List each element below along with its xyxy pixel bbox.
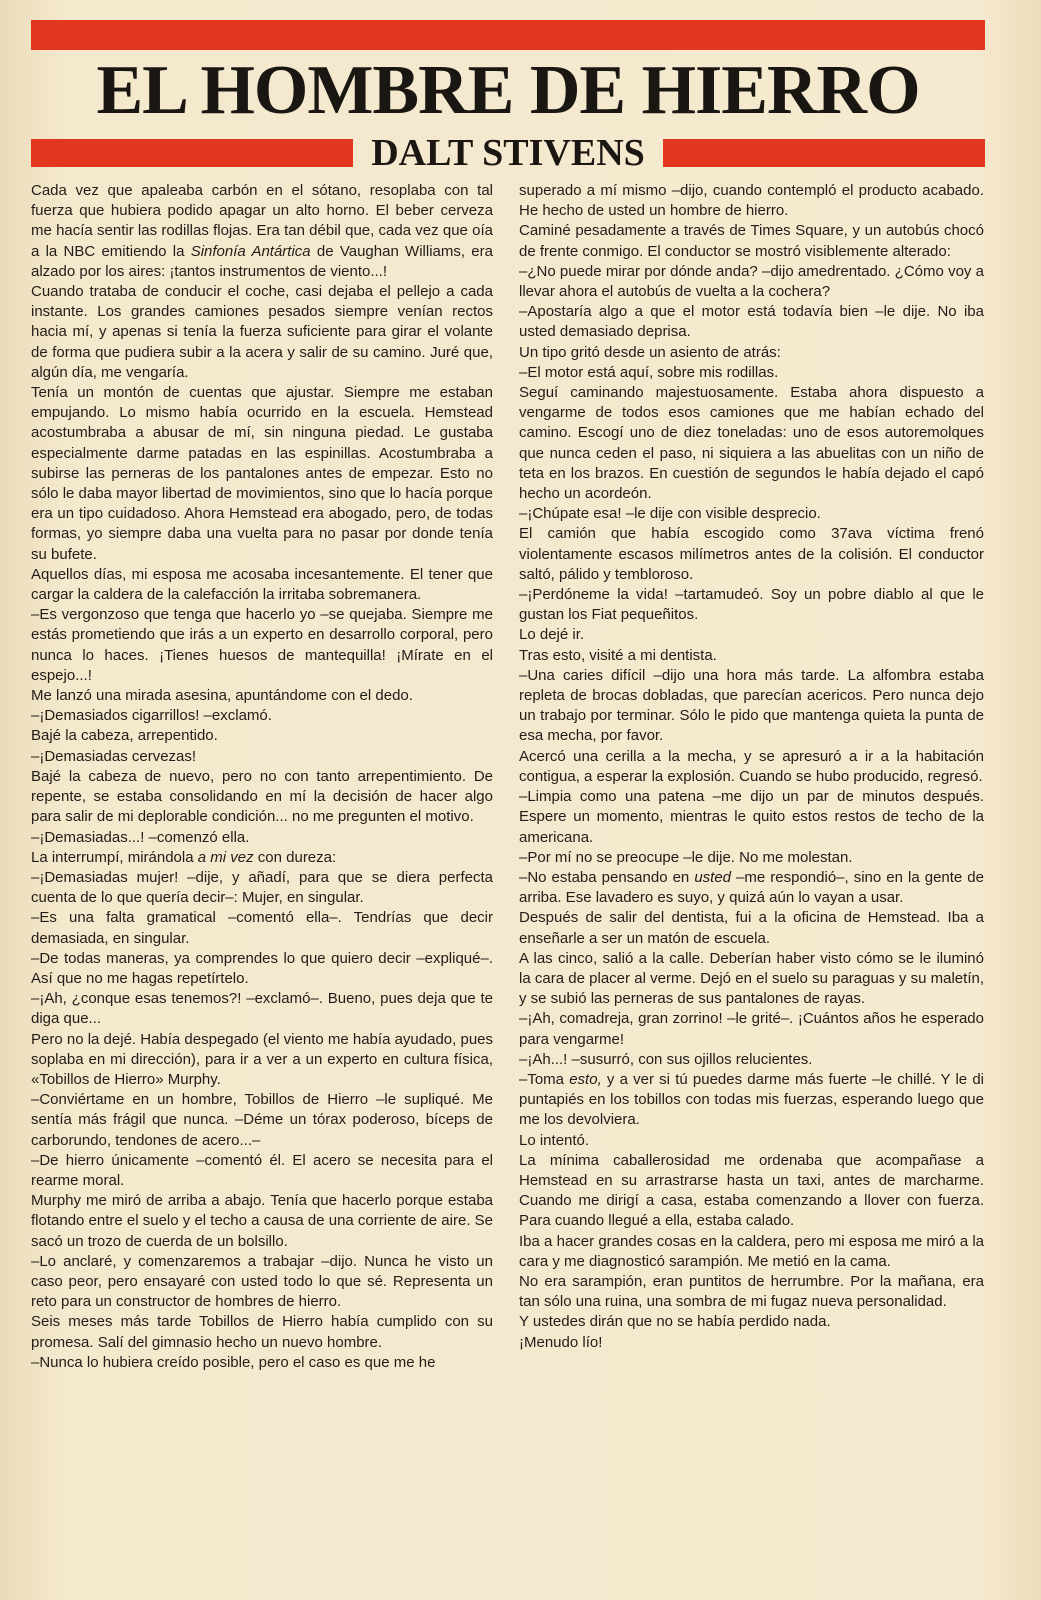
text-column-left — [31, 181, 493, 1461]
paragraph: Lo intentó. — [519, 1131, 590, 1149]
paragraph: –De hierro únicamente –comentó él. El acero se necesita para el rearme moral. — [31, 1151, 493, 1189]
paragraph: –¿No puede mirar por dónde anda? –dijo amedrentado. ¿Cómo voy a llevar ahora el autobús de vuelta a la cochera? — [519, 262, 984, 301]
paragraph: Caminé pesadamente a través de Times Square, y un autobús chocó de frente conmigo. El conductor se mostró visiblemente alterado: — [519, 222, 984, 260]
paragraph: Bajé la cabeza de nuevo, pero no con tanto arrepentimiento. De repente, se estaba consolidando en mí la decisión de hacer algo para salir de mi deplorable condición... no me pregunten el motivo. — [31, 767, 493, 826]
paragraph: No era sarampión, eran puntitos de herrumbre. Por la mañana, era tan sólo una ruina, una sombra de mi fugaz nueva personalidad. — [519, 1272, 984, 1311]
paragraph: Seguí caminando majestuosamente. Estaba ahora dispuesto a vengarme de todos esos camiones que me habían echado del camino. Escogí uno de diez toneladas: uno de esos autoremolques que nunca ceden el paso, ni siquiera a las abuelitas con un niño de teta en los brazos. En cuestión de segundos le había dejado el capó hecho un acordeón. — [519, 384, 984, 503]
paragraph: –¡Ah, ¿conque esas tenemos?! –exclamó–. Bueno, pues deja que te diga que... — [31, 990, 493, 1028]
top-accent-bar — [31, 20, 985, 50]
paragraph: –Es una falta gramatical –comentó ella–. Tendrías que decir demasiada, en singular. — [31, 909, 493, 947]
paragraph: Después de salir del dentista, fui a la oficina de Hemstead. Iba a enseñarle a ser un matón de escuela. — [519, 909, 984, 947]
paragraph: Seis meses más tarde Tobillos de Hierro había cumplido con su promesa. Salí del gimnasio hecho un nuevo hombre. — [31, 1313, 493, 1351]
paragraph: –Es vergonzoso que tenga que hacerlo yo –se quejaba. Siempre me estás prometiendo que irás a un experto en desarrollo corporal, pero nunca lo haces. ¡Tienes huesos de mantequilla! ¡Mírate en el espejo...! — [31, 606, 493, 684]
paragraph: Me lanzó una mirada asesina, apuntándome con el dedo. — [31, 687, 413, 705]
paragraph: Y ustedes dirán que no se había perdido nada. — [519, 1313, 831, 1331]
paragraph: –El motor está aquí, sobre mis rodillas. — [519, 363, 779, 381]
paragraph: –De todas maneras, ya comprendes lo que quiero decir –expliqué–. Así que no me hagas repetírtelo. — [31, 949, 493, 987]
paragraph: –No estaba pensando en usted –me respondió–, sino en la gente de arriba. Ese lavadero es suyo, y quizá aún lo vayan a usar. — [519, 868, 984, 907]
paragraph: Pero no la dejé. Había despegado (el viento me había ayudado, pues soplaba en mi dirección), para ir a ver a un experto en cultura física, «Tobillos de Hierro» Murphy. — [31, 1030, 493, 1088]
paragraph: Tras esto, visité a mi dentista. — [519, 646, 717, 664]
paragraph: Cuando trataba de conducir el coche, casi dejaba el pellejo a cada instante. Los grandes camiones pesados siempre venían rectos hacia mí, y apenas si tenía la fuerza suficiente para girar el volante de forma que pudiera subir a la acera y salir de su camino. Juré que, algún día, me vengaría. — [31, 283, 493, 381]
paragraph: –¡Demasiadas...! –comenzó ella. — [31, 828, 250, 846]
byline-row — [31, 132, 985, 174]
paragraph: Bajé la cabeza, arrepentido. — [31, 727, 218, 745]
paragraph: –¡Demasiadas mujer! –dije, y añadí, para que se diera perfecta cuenta de lo que quería decir–: Mujer, en singular. — [31, 868, 493, 907]
text-column-right — [519, 181, 984, 1461]
paragraph: –Apostaría algo a que el motor está todavía bien –le dije. No iba usted demasiado deprisa. — [519, 303, 984, 341]
paragraph: Cada vez que apaleaba carbón en el sótano, resoplaba con tal fuerza que hubiera podido apagar un alto horno. El beber cerveza me hacía sentir las rodillas flojas. Era tan débil que, cada vez que oía a la NBC emitiendo la Sinfonía Antártica de Vaughan Williams, era alzado por los aires: ¡tantos instrumentos de viento...! — [31, 182, 493, 280]
paragraph: –Conviértame en un hombre, Tobillos de Hierro –le supliqué. Me sentía más frágil que nunca. –Déme un tórax poderoso, bíceps de carborundo, tendones de acero...– — [31, 1091, 493, 1149]
paragraph: –Limpia como una patena –me dijo un par de minutos después. Espere un momento, mientras le quito estos restos de techo de la americana. — [519, 788, 984, 846]
paragraph: Acercó una cerilla a la mecha, y se apresuró a ir a la habitación contigua, a esperar la explosión. Cuando se hubo producido, regresó. — [519, 747, 984, 785]
paragraph: A las cinco, salió a la calle. Deberían haber visto cómo se le iluminó la cara de placer al verme. Dejó en el suelo su paraguas y su maletín, y se subió las perneras de sus pantalones de rayas. — [519, 949, 984, 1008]
paragraph: –Nunca lo hubiera creído posible, pero el caso es que me he — [31, 1353, 436, 1371]
paragraph: ¡Menudo lío! — [519, 1333, 603, 1351]
paragraph: Iba a hacer grandes cosas en la caldera, pero mi esposa me miró a la cara y me diagnosticó sarampión. Me metió en la cama. — [519, 1232, 984, 1270]
paragraph: Un tipo gritó desde un asiento de atrás: — [519, 343, 781, 361]
paragraph: –¡Ah...! –susurró, con sus ojillos relucientes. — [519, 1050, 813, 1068]
author-name: DALT STIVENS — [371, 132, 645, 174]
paragraph: –¡Chúpate esa! –le dije con visible desprecio. — [519, 505, 821, 523]
paragraph: –Lo anclaré, y comenzaremos a trabajar –dijo. Nunca he visto un caso peor, pero ensayaré con usted todo lo que sé. Representa un reto para un constructor de hombres de hierro. — [31, 1252, 493, 1311]
paragraph: Aquellos días, mi esposa me acosaba incesantemente. El tener que cargar la caldera de la calefacción la irritaba sobremanera. — [31, 565, 493, 604]
paragraph: –¡Demasiados cigarrillos! –exclamó. — [31, 707, 272, 725]
paragraph: –¡Ah, comadreja, gran zorrino! –le grité–. ¡Cuántos años he esperado para vengarme! — [519, 1010, 984, 1048]
paragraph: –Toma esto, y a ver si tú puedes darme más fuerte –le chillé. Y le di puntapiés en los tobillos con todas mis fuerzas, esperando luego que me los devolviera. — [519, 1070, 984, 1129]
paragraph: La mínima caballerosidad me ordenaba que acompañase a Hemstead en su arrastrarse hasta un taxi, antes de marcharme. Cuando me dirigí a casa, estaba comenzando a llover con fuerza. Para cuando llegué a ella, estaba calado. — [519, 1151, 984, 1230]
story-title: EL HOMBRE DE HIERRO — [96, 52, 920, 129]
paragraph: Tenía un montón de cuentas que ajustar. Siempre me estaban empujando. Lo mismo había ocurrido en la escuela. Hemstead acostumbraba a abusar de mí, sin ninguna piedad. Le gustaba especialmente darme patadas en las espinillas. Acostumbraba a subirse las perneras de los pantalones antes de empezar. Esto no sólo le daba mayor libertad de movimientos, sino que lo hacía porque era un tipo cuidadoso. Ahora Hemstead era abogado, pero, de todas formas, yo siempre daba una vuelta para no pasar por donde tenía su bufete. — [31, 384, 493, 563]
paragraph: La interrumpí, mirándola a mi vez con dureza: — [31, 848, 337, 866]
paragraph: Lo dejé ir. — [519, 626, 585, 644]
byline-bar-right — [663, 139, 985, 167]
paragraph: superado a mí mismo –dijo, cuando contempló el producto acabado. He hecho de usted un hombre de hierro. — [519, 182, 984, 220]
paragraph: –¡Demasiadas cervezas! — [31, 747, 197, 765]
paragraph: –Por mí no se preocupe –le dije. No me molestan. — [519, 848, 853, 866]
paragraph: –¡Perdóneme la vida! –tartamudeó. Soy un pobre diablo al que le gustan los Fiat pequeñitos. — [519, 586, 984, 624]
paragraph: Murphy me miró de arriba a abajo. Tenía que hacerlo porque estaba flotando entre el suelo y el techo a causa de una corriente de aire. Se sacó un trozo de cuerda de un bolsillo. — [31, 1192, 493, 1250]
byline-bar-left — [31, 139, 353, 167]
paragraph: El camión que había escogido como 37ava víctima frenó violentamente escasos milímetros antes de la colisión. El conductor saltó, pálido y tembloroso. — [519, 525, 984, 583]
paragraph: –Una caries difícil –dijo una hora más tarde. La alfombra estaba repleta de brocas dobladas, que parecían acericos. Pero nunca dejo un trabajo por terminar. Sólo le pido que mantenga quieta la punta de esa mecha, por favor. — [519, 666, 984, 745]
